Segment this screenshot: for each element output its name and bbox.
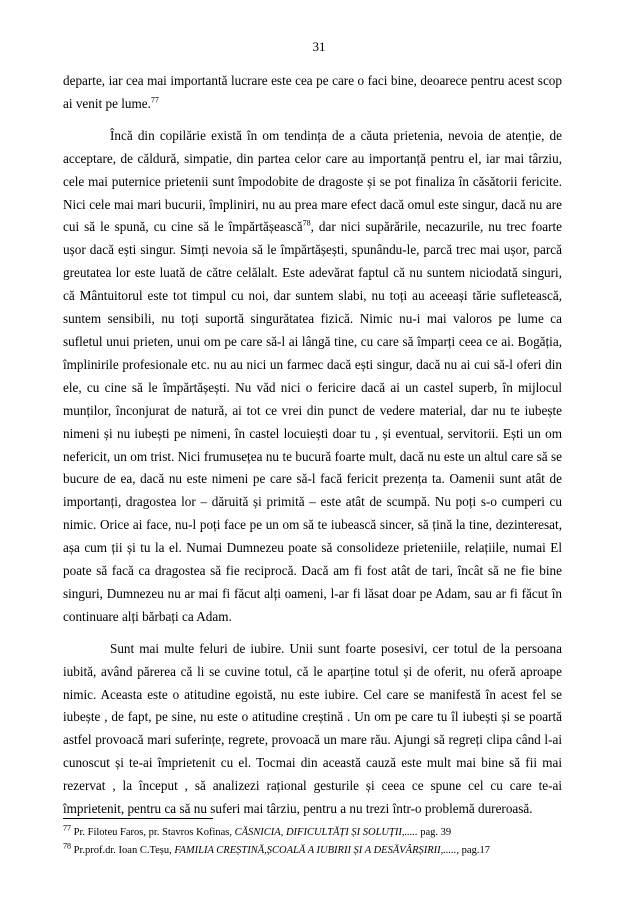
footnotes [63, 824, 573, 860]
footnote-text: Pr.prof.dr. Ioan C.Teșu, [71, 845, 175, 856]
footnote-title: FAMILIA CREȘTINĂ,ȘCOALĂ A IUBIRII ȘI A DESĂVÂRȘIRII,....., [174, 845, 460, 856]
paragraph-2-text: Încă din copilărie există în om tendința de a căuta prietenia, nevoia de atenție, de acceptare, de căldură, simpatie, din partea celor care au importanță pentru el, iar mai târziu, cele mai puternice prietenii sunt împodobite de dragoste și se pot finaliza în căsătorii fericite. Nici cele mai mari bucurii, împliniri, nu au prea mare efect dacă omul este singur, dacă nu are cui să le spună, cu cine să le împărtășească [63, 127, 562, 235]
footnote-78 [63, 842, 573, 860]
footnote-ref-78: 78 [302, 219, 311, 229]
paragraph-1 [63, 70, 562, 116]
page-number: 31 [312, 39, 326, 54]
body-text [63, 70, 562, 821]
footnote-77 [63, 824, 573, 842]
footnote-number: 77 [63, 823, 71, 833]
footnote-page: pag. 39 [417, 827, 452, 838]
paragraph-2 [63, 125, 562, 629]
paragraph-3 [63, 638, 562, 821]
footnote-title: CĂSNICIA, DIFICULTĂȚI ȘI SOLUȚII,..... [234, 827, 418, 838]
footnote-ref-77: 77 [150, 95, 159, 105]
footnote-text: Pr. Filoteu Faros, pr. Stavros Kofinas, [71, 827, 235, 838]
paragraph-1-text: departe, iar cea mai importantă lucrare este cea pe care o faci bine, deoarece pentru acest scop ai venit pe lume. [63, 73, 562, 111]
paragraph-2-continuation: , dar nici supărările, necazurile, nu trec foarte ușor dacă ești singur. Simți nevoia să le împărtășești, spunându-le, parcă trec mai ușor, parcă greutatea lor este luată de către celălalt. Este adevărat faptul că nu suntem niciodată singuri, că Mântuitorul este tot timpul cu noi, dar suntem slabi, nu toți au aceeași tărie sufletească, suntem sensibili, nu toți suportă singurătatea fizică. Nimic nu-i mai valoros pe lume ca sufletul unui prieten, unui om pe care să-l ai lângă tine, cu care să împarți ceea ce ai. Bogăția, împlinirile profesionale etc. nu au nici un farmec dacă ești singur, dacă nu ai cui să-l oferi din ele, cu cine să le împărtășești. Nu văd nici o fericire dacă ai un castel superb, în mijlocul munților, înconjurat de natură, ai tot ce vrei din punct de vedere material, dar nu te iubește nimeni și nu iubești pe nimeni, în castel locuiești doar tu , și eventual, servitorii. Ești un om nefericit, un om trist. Nici frumusețea nu te bucură foarte mult, dacă nu este un altul care să se bucure de ea, dacă nu este nimeni pe care să-l facă fericit prezența ta. Oamenii sunt atât de importanți, dragostea lor – dăruită și primită – este atât de scumpă. Nu poți s-o cumperi cu nimic. Orice ai face, nu-l poți face pe un om să te iubească sincer, să țină la tine, dezinteresat, așa cum ții și tu la el. Numai Dumnezeu poate să consolideze prieteniile, relațiile, numai El poate să facă ca dragostea să fie reciprocă. Dacă am fi fost atât de tari, încât să ne fie bine singuri, Dumnezeu nu ar mai fi făcut alți oameni, l-ar fi lăsat doar pe Adam, sau ar fi făcut în continuare alți bărbați ca Adam. [63, 219, 562, 624]
footnote-page: pag.17 [459, 845, 490, 856]
paragraph-3-text: Sunt mai multe feluri de iubire. Unii sunt foarte posesivi, cer totul de la persoana iubită, având părerea că li se cuvine totul, că le aparține totul și de oferit, nu oferă aproape nimic. Aceasta este o atitudine egoistă, nu este iubire. Cel care se manifestă în acest fel se iubește , de fapt, pe sine, nu este o atitudine creștină . Un om pe care tu îl iubești și se poartă astfel provoacă mari suferințe, regrete, provoacă un mare rău. Ajungi să regreți clipa când l-ai cunoscut și te-ai împrietenit cu el. Tocmai din această cauză este mult mai bine să fii mai rezervat , la început , să analizezi rațional gesturile și ceea ce spune cel cu care te-ai împrietenit, pentru ca să nu suferi mai târziu, pentru a nu trezi într-o problemă dureroasă. [63, 640, 562, 817]
footnote-number: 78 [63, 841, 71, 851]
footnote-separator [63, 818, 213, 819]
